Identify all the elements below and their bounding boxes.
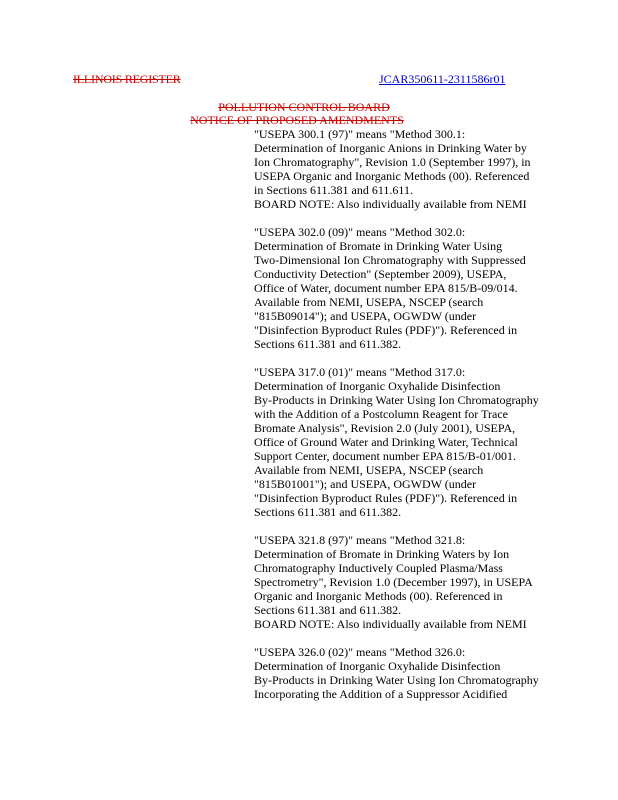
definition-entry [254, 225, 564, 351]
entry-line: Bromate Analysis", Revision 2.0 (July 2001), USEPA, [254, 421, 516, 435]
entry-line: Office of Ground Water and Drinking Water, Technical [254, 435, 518, 449]
entry-line: BOARD NOTE: Also individually available from NEMI [254, 197, 527, 211]
entry-line: "USEPA 326.0 (02)" means "Method 326.0: [254, 645, 466, 659]
entry-line: Determination of Bromate in Drinking Waters by Ion [254, 547, 510, 561]
entry-line: "Disinfection Byproduct Rules (PDF)"). Referenced in [254, 491, 518, 505]
entry-line: USEPA Organic and Inorganic Methods (00). Referenced [254, 169, 530, 183]
definition-entry [254, 365, 564, 519]
entry-line: Incorporating the Addition of a Suppressor Acidified [254, 687, 508, 701]
register-title: ILLINOIS REGISTER [73, 72, 181, 86]
entry-line: By-Products in Drinking Water Using Ion Chromatography [254, 673, 539, 687]
entry-line: By-Products in Drinking Water Using Ion Chromatography [254, 393, 539, 407]
entry-line: Available from NEMI, USEPA, NSCEP (search [254, 295, 484, 309]
entry-line: "USEPA 302.0 (09)" means "Method 302.0: [254, 225, 466, 239]
entry-line: "USEPA 321.8 (97)" means "Method 321.8: [254, 533, 466, 547]
entry-line: Sections 611.381 and 611.382. [254, 603, 402, 617]
entry-line: Organic and Inorganic Methods (00). Referenced in [254, 589, 503, 603]
entry-line: Determination of Inorganic Oxyhalide Disinfection [254, 379, 501, 393]
notice-title: NOTICE OF PROPOSED AMENDMENTS [190, 113, 404, 127]
entry-line: "USEPA 300.1 (97)" means "Method 300.1: [254, 127, 466, 141]
agency-name: POLLUTION CONTROL BOARD [218, 100, 390, 114]
definition-entry [254, 533, 564, 631]
entry-line: with the Addition of a Postcolumn Reagent for Trace [254, 407, 508, 421]
entry-line: Sections 611.381 and 611.382. [254, 505, 402, 519]
entry-line: Available from NEMI, USEPA, NSCEP (search [254, 463, 484, 477]
entry-line: Chromatography Inductively Coupled Plasma/Mass [254, 561, 503, 575]
entry-line: "815B01001"); and USEPA, OGWDW (under [254, 477, 477, 491]
entry-line: "815B09014"); and USEPA, OGWDW (under [254, 309, 477, 323]
entry-line: Support Center, document number EPA 815/B-01/001. [254, 449, 517, 463]
definitions-list [254, 127, 564, 715]
entry-line: Conductivity Detection" (September 2009), USEPA, [254, 267, 507, 281]
entry-line: Spectrometry", Revision 1.0 (December 1997), in USEPA [254, 575, 533, 589]
entry-line: in Sections 611.381 and 611.611. [254, 183, 413, 197]
entry-line: Two-Dimensional Ion Chromatography with Suppressed [254, 253, 526, 267]
entry-line: Sections 611.381 and 611.382. [254, 337, 402, 351]
jcar-reference: JCAR350611-2311586r01 [379, 72, 506, 86]
definition-entry [254, 127, 564, 211]
entry-line: "Disinfection Byproduct Rules (PDF)"). Referenced in [254, 323, 518, 337]
entry-line: Determination of Inorganic Oxyhalide Disinfection [254, 659, 501, 673]
entry-line: Office of Water, document number EPA 815/B-09/014. [254, 281, 518, 295]
entry-line: Determination of Inorganic Anions in Drinking Water by [254, 141, 527, 155]
entry-line: Determination of Bromate in Drinking Water Using [254, 239, 503, 253]
entry-line: BOARD NOTE: Also individually available from NEMI [254, 617, 527, 631]
entry-line: Ion Chromatography", Revision 1.0 (September 1997), in [254, 155, 531, 169]
definition-entry [254, 645, 564, 701]
entry-line: "USEPA 317.0 (01)" means "Method 317.0: [254, 365, 466, 379]
